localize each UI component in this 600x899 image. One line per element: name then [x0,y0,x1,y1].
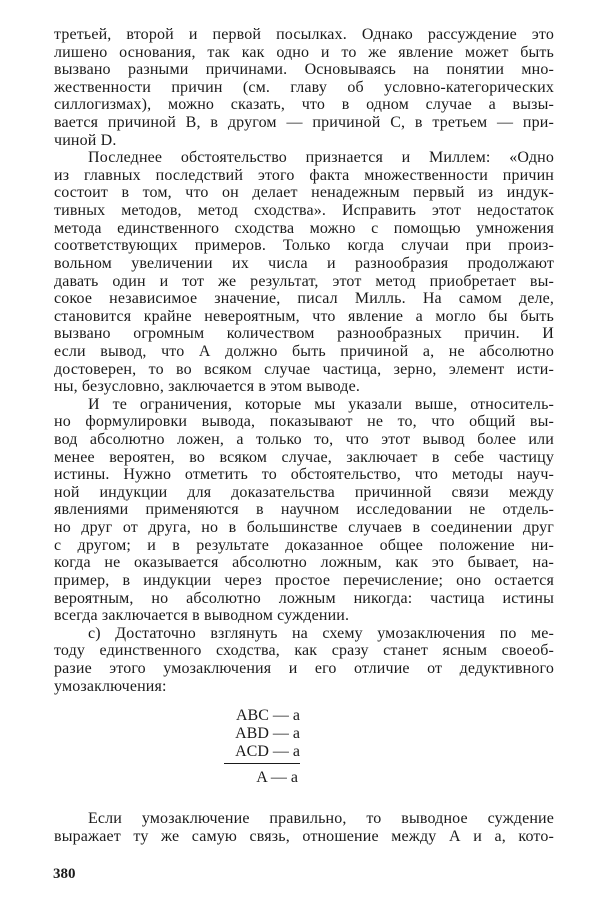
text-line: с другом; и в результате доказанное общее положение ни- [54,536,554,554]
text-line: явлениями применяются в научном исследовании не отдель- [54,501,554,519]
text-line: умозаключения: [54,677,167,695]
text-line: становится крайне невероятным, что явление а могло бы быть [54,307,554,325]
premise-1: ABC — a [236,707,300,724]
text-line: всегда заключается в выводном суждении. [54,607,350,625]
body-text [54,26,554,695]
text-line: Если умозаключение правильно, то выводное суждение [88,810,554,827]
paragraph [54,625,554,695]
text-line: жественности причин (см. главу об условно-категорических [54,78,554,96]
premise-2: ABD — a [235,725,300,742]
text-line: Последнее обстоятельство признается и Миллем: «Одно [88,149,554,167]
text-line: состоит в том, что он делает ненадежным первый из индук- [54,184,554,202]
text-line: тивных методов, метод сходства». Исправить этот недостаток [54,202,554,220]
text-line: ны, безусловно, заключается в этом выводе. [54,378,361,396]
text-line: вызвано разными причинами. Основываясь на понятии мно- [54,61,554,79]
text-line: вается причиной В, в другом — причиной С, в третьем — при- [54,114,554,132]
paragraph [54,149,554,396]
text-line: разие этого умозаключения и его отличие от дедуктивного [54,659,554,677]
page-number: 380 [53,866,76,882]
text-line: сокое независимое значение, писал Милль. На самом деле, [54,290,554,308]
text-line: пример, в индукции через простое перечисление; оно остается [54,571,554,589]
inference-line [224,763,300,764]
text-line: вод абсолютно ложен, а только то, что этот вывод более или [54,431,554,449]
text-line: давать один и тот же результат, этот метод приобретает вы- [54,272,554,290]
text-line: истины. Нужно отметить то обстоятельство, что методы науч- [54,466,554,484]
text-line: силлогизмах), можно сказать, что в одном случае а вызы- [54,96,554,114]
text-line: ной индукции для доказательства причинной связи между [54,483,554,501]
text-line: с) Достаточно взглянуть на схему умозаключения по ме- [88,624,554,642]
text-line: вероятным, но абсолютно ложным никогда: частица истины [54,589,554,607]
text-line: если вывод, что А должно быть причиной а, не абсолютно [54,342,554,360]
text-line: но друг от друга, но в большинстве случаев в соединении друг [54,519,554,537]
text-line: вольном увеличении их числа и разнообразия продолжают [54,254,554,272]
text-line: достоверен, то во всяком случае частица, зерно, элемент исти- [54,360,554,378]
text-line: когда не оказывается абсолютно ложным, как это бывает, на- [54,554,554,572]
text-line: лишено основания, так как одно и то же явление может быть [54,43,554,61]
premise-3: ACD — a [235,743,300,760]
text-line: вызвано огромным количеством разнообразных причин. И [54,325,554,343]
conclusion: A — a [256,769,298,786]
text-line: И те ограничения, которые мы указали выше, относитель- [88,395,554,413]
text-line: третьей, второй и первой посылках. Однако рассуждение это [54,26,554,43]
paragraph [54,26,554,149]
text-line: выражает ту же самую связь, отношение между А и а, кото- [54,827,554,845]
text-line: из главных последствий этого факта множественности причин [54,166,554,184]
text-line: метода единственного сходства можно с помощью умножения [54,219,554,237]
inference-scheme [224,707,300,786]
tail-paragraph [54,810,554,845]
text-line: чиной D. [54,131,117,149]
text-line: тоду единственного сходства, как сразу станет ясным своеоб- [54,642,554,660]
text-line: но формулировки вывода, показывают не то, что общий вы- [54,413,554,431]
paragraph [54,396,554,625]
text-line: соответствующих примеров. Только когда случаи при произ- [54,237,554,255]
text-line: менее вероятен, во всяком случае, заключает в себе частицу [54,448,554,466]
